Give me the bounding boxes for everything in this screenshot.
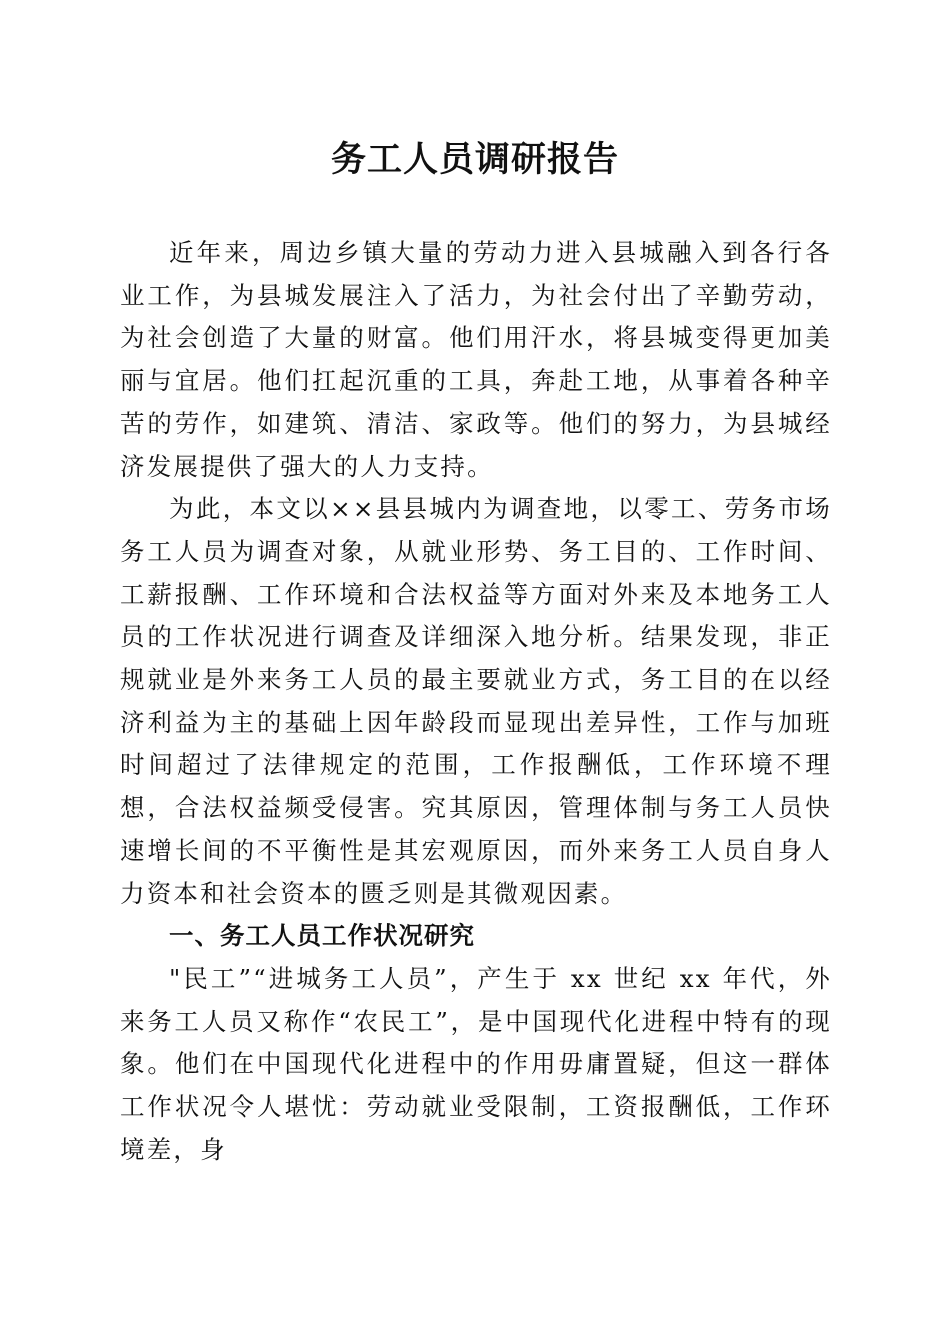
paragraph-section-1: "民工”“进城务工人员”，产生于 xx 世纪 xx 年代，外来务工人员又称作“农民工”，是中国现代化进程中特有的现象。他们在中国现代化进程中的作用毋庸置疑，但这一群体工作状况令人堪忧：劳动就业受限制，工资报酬低，工作环境差，身 [120, 963, 832, 1164]
document-body [120, 232, 832, 1171]
paragraph-summary: 为此，本文以××县县城内为调查地，以零工、劳务市场务工人员为调查对象，从就业形势、务工目的、工作时间、工薪报酬、工作环境和合法权益等方面对外来及本地务工人员的工作状况进行调查及详细深入地分析。结果发现，非正规就业是外来务工人员的最主要就业方式，务工目的在以经济利益为主的基础上因年龄段而显现出差异性，工作与加班时间超过了法律规定的范围，工作报酬低，工作环境不理想，合法权益频受侵害。究其原因，管理体制与务工人员快速增长间的不平衡性是其宏观原因，而外来务工人员自身人力资本和社会资本的匮乏则是其微观因素。 [120, 494, 832, 908]
section-heading: 一、务工人员工作状况研究 [169, 921, 475, 951]
document-title: 务工人员调研报告 [330, 139, 619, 180]
paragraph-intro: 近年来，周边乡镇大量的劳动力进入县城融入到各行各业工作，为县城发展注入了活力，为社会付出了辛勤劳动，为社会创造了大量的财富。他们用汗水，将县城变得更加美丽与宜居。他们扛起沉重的工具，奔赴工地，从事着各种辛苦的劳作，如建筑、清洁、家政等。他们的努力，为县城经济发展提供了强大的人力支持。 [120, 238, 832, 481]
